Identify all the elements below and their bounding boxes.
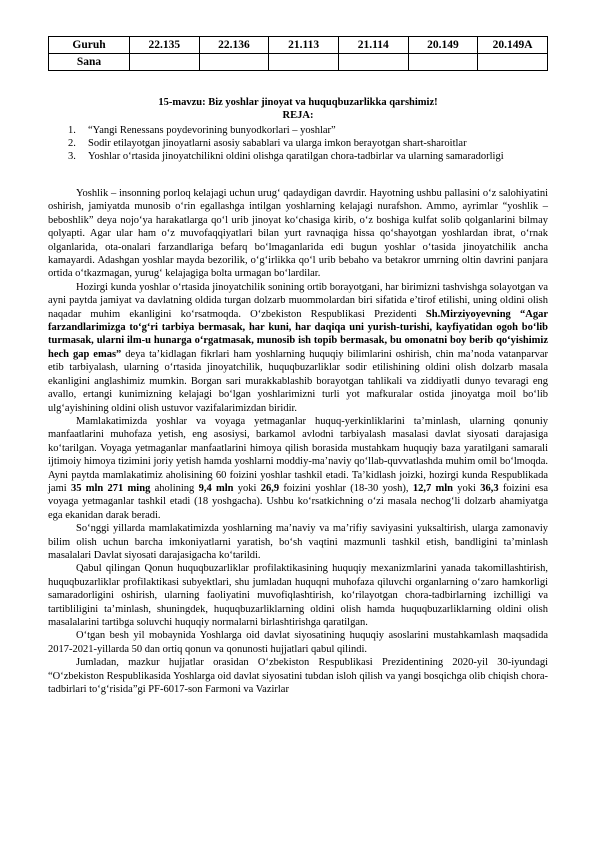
group-cell: 21.113 — [269, 37, 339, 54]
date-cell — [199, 54, 269, 71]
paragraph — [48, 415, 548, 522]
population-figure: 35 mln 271 ming — [70, 482, 151, 494]
paragraph-text: aholining — [150, 482, 199, 494]
date-row — [49, 54, 548, 71]
plan-item — [68, 137, 544, 150]
paragraph-text: Mamlakatimizda yoshlar va voyaga yetmaganlar huquq-yerkinliklarini ta’minlash, ularning qonuniy manfaatlarini muhofaza yetish, eng asosiysi, barkamol avlodni tarbiyalash masalasi davlat siyosati darajasiga ko‘tarilgan. Voyaga yetmaganlar manfaatlarini himoya qilish borasida mustahkam huquqiy baza yaratilgani samarali ijtimoiy himoya tizimini joriy yetish hamda yoshlarni moddiy-ma’naviy qo‘llab-quvvatlashda muhim omil bo‘lmoqda. Ayni paytda mamlakatimiz aholisining 60 foizini yoshlar tashkil etadi. Ta’kidlash joizki, hozirgi kunda Respublikada jami — [48, 415, 548, 494]
minors-percent: 36,3 — [480, 482, 499, 494]
plan-item-number: 3. — [68, 151, 76, 162]
date-cell — [408, 54, 478, 71]
paragraph-text: foizini yoshlar (18-30 yosh), — [279, 482, 413, 494]
paragraph: Qabul qilingan Qonun huquqbuzarliklar profilaktikasining huquqiy mexanizmlarini yanada takomillashtirish, huquqbuzarliklar profilaktikasi subyektlari, shu jumladan huquqni muhofaza qiluvchi organlarning o‘zaro hamkorligi samaradorligini oshirish, ularning faoliyatini muvofiqlashtirish, ko‘rilayotgan chora-tadbirlarning izchilligi va tartibliligini ta’minlash, shuningdek, huquqbuzarliklarning oldini olish hamda huquqbuzarliklarning oldini olish masalalarini tartibga soluvchi huquqiy normalarni birlashtirishga qaratilgan. — [48, 563, 548, 628]
topic-title: 15-mavzu: Biz yoshlar jinoyat va huquqbuzarlikka qarshimiz! — [158, 97, 438, 108]
plan-item-text: “Yangi Renessans poydevorining bunyodkorlari – yoshlar” — [88, 125, 336, 136]
article-body — [48, 187, 548, 696]
paragraph-text: Hozirgi kunda yoshlar o‘rtasida jinoyatchilik sonining ortib borayotgani, har birimizni tashvishga solayotgan va ayni paytda jamiyat va davlatning oldida turgan dolzarb muommolardan biri sifatida e’tirof etilishi, uning oldini olish naqadar muhim ekanligini ko‘rsatmoqda. O‘zbekiston Respublikasi Prezidenti — [48, 281, 548, 320]
group-cell: 21.114 — [338, 37, 408, 54]
date-header-cell: Sana — [49, 54, 130, 71]
paragraph — [48, 281, 548, 415]
paragraph-text: yoki — [452, 482, 481, 494]
plan-item-number: 1. — [68, 125, 76, 136]
plan-item-text: Yoshlar o‘rtasida jinoyatchilikni oldini olishga qaratilgan chora-tadbirlar va ularning samaradorligi — [88, 151, 504, 162]
paragraph-text: deya ta’kidlagan fikrlari ham yoshlarning huquqiy bilimlarini oshirish, chin ma’noda vatanparvar etib tarbiyalash, ularning o‘rtasida jinoyatchilik, huquqbuzarliklar sodir etilishining oldini olish dolzarb masala ekanligini anglashimiz mumkin. Borgan sari murakkablashib borayotgan tahlikali va ziddiyatli dunyo tevaragi eng avallo, ertangi kunimizning kelajagi bo‘lgan yoshlarimizni turli yot mafkuralar ostida jinoyatga moil bo‘lib ulg‘ayishining oldini olish ustuvor vazifalarimizdan biridir. — [48, 348, 548, 414]
plan-item-number: 2. — [68, 138, 76, 149]
paragraph: Jumladan, mazkur hujjatlar orasidan O‘zbekiston Respublikasi Prezidentining 2020-yil 30-iyundagi “O‘zbekiston Respublikasida Yoshlarga oid davlat siyosatini tubdan isloh qilish va yangi bosqichga olib chiqish chora-tadbirlari to‘g‘risida”gi PF-6017-son Farmoni va Vazirlar — [48, 657, 548, 696]
date-cell — [338, 54, 408, 71]
plan-item — [68, 150, 544, 163]
paragraph: O‘tgan besh yil mobaynida Yoshlarga oid davlat siyosatining huquqiy asoslarini mustahkamlash maqsadida 2017-2021-yillarda 50 dan ortiq qonun va qonunosti hujjatlari qabul qilindi. — [48, 630, 548, 655]
plan-item-text: Sodir etilayotgan jinoyatlarni asosiy sabablari va ularga imkon berayotgan shart-sharoitlar — [88, 138, 467, 149]
youth-figure: 9,4 mln — [198, 482, 234, 494]
plan-heading: REJA: — [282, 110, 314, 121]
youth-percent: 26,9 — [260, 482, 280, 494]
paragraph-text: yoki — [233, 482, 261, 494]
paragraph-text: foizini esa voyaga yetmaganlar tashkil etadi (18 yoshgacha). Ushbu ko‘rsatkichning o‘zi masala nechog‘li dolzarb ahamiyatga ega ekanidan darak beradi. — [48, 482, 548, 521]
date-cell — [478, 54, 548, 71]
plan-list — [68, 124, 544, 163]
group-header-cell: Guruh — [49, 37, 130, 54]
president-quote: Sh.Mirziyoyevning “Agar farzandlarimizga to‘g‘ri tarbiya bermasak, har kuni, har daqiqa uni yurish-turishi, kayfiyatidan ogoh bo‘lib turmasak, ularni ilm-u hunarga o‘rgatmasak, munosib ish topib bermasak, bu omonatni boy berib qo‘yishimiz hech gap emas” — [48, 308, 548, 360]
group-date-table — [48, 36, 548, 71]
date-cell — [269, 54, 339, 71]
group-cell: 22.136 — [199, 37, 269, 54]
paragraph: So‘nggi yillarda mamlakatimizda yoshlarning ma’naviy va ma’rifiy saviyasini yuksaltirish, ularga zamonaviy bilim olish uchun barcha imkoniyatlarni yaratish, bo‘sh vaqtini mazmunli tashkil etish, bandligini ta’minlash masalalari Davlat siyosati darajasigacha ko‘tarildi. — [48, 523, 548, 561]
date-cell — [130, 54, 200, 71]
group-row — [49, 37, 548, 54]
plan-item — [68, 124, 544, 137]
minors-figure: 12,7 mln — [412, 482, 453, 494]
group-cell: 22.135 — [130, 37, 200, 54]
group-cell: 20.149 — [408, 37, 478, 54]
paragraph: Yoshlik – insonning porloq kelajagi uchun urug‘ qadaydigan davrdir. Hayotning ushbu pallasini o‘z salohiyatini oshirish, jamiyatda munosib o‘rin egallashga intilgan yoshlarning kelajagi nurafshon. Ammo, ayrimlar “yoshlik – beboshlik” deya nojo‘ya harakatlarga qo‘l urib jinoyat ko‘chasiga kirib, o‘z boshiga kulfat solib qolganlarini bilmay qolyapti. Agar ular ham o‘z muvofaqqiyatlari bilan yurt ravnaqiga hissa qo‘shayotgan yoshlardan ibrat, o‘rnak olganlarida, ota-onalari farzandlariga befarq bo‘lmaganlarida edi bugun yoshlar o‘tasida jinoyatchilik ancha kamayardi. Adashgan yoshlar mayda bezorilik, o‘g‘irlikka qo‘l urib bebaho va betakror umrning oltin davrini panjara ortida o‘tkazmagan, yurug‘ kelajagiga bolta urmagan bo‘lardilar. — [48, 188, 548, 280]
group-cell: 20.149A — [478, 37, 548, 54]
